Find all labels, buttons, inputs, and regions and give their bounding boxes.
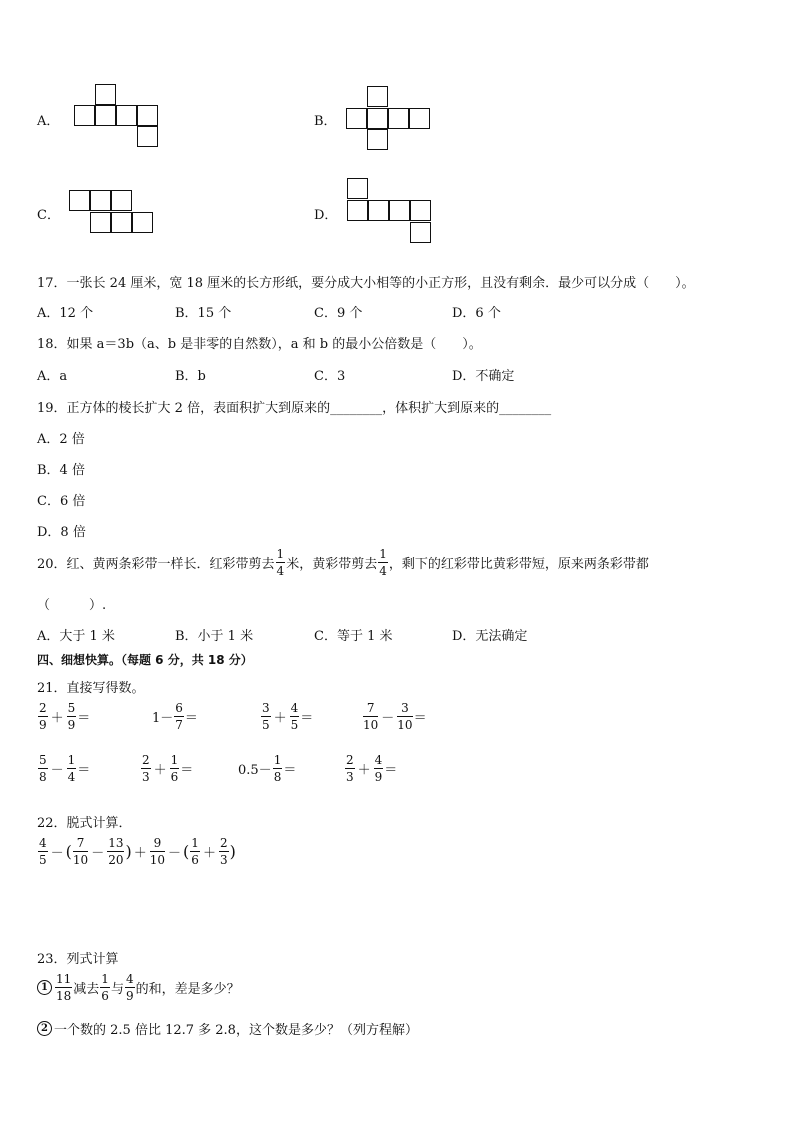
section-4-title: 四、细想快算。（每题 6 分，共 18 分） bbox=[37, 653, 253, 667]
option-d-label: D． bbox=[314, 208, 338, 223]
q20-fraction-1: $\frac{1}{4}$ bbox=[276, 547, 285, 578]
q20-option-b: B．小于 1 米 bbox=[175, 629, 254, 644]
q19-option-c: C．6 倍 bbox=[37, 494, 86, 509]
q18-option-b: B．b bbox=[175, 369, 206, 384]
item-1-marker: 1 bbox=[37, 980, 52, 995]
q22-expression: $\frac{4}{5}$ － ( $\frac{7}{10}$ － $\frac{13}{20}$ ) ＋ $\frac{9}{10}$ － ( $\frac{1}{6}$ ＋ $\frac{2}{3}$ ) bbox=[39, 836, 236, 867]
q21-stem: 21．直接写得数。 bbox=[37, 681, 145, 696]
q18-option-c: C．3 bbox=[314, 369, 346, 384]
q17-option-a: A．12 个 bbox=[37, 306, 94, 321]
option-a-label: A． bbox=[37, 114, 60, 129]
q17-option-b: B．15 个 bbox=[175, 306, 232, 321]
q18-option-d: D．不确定 bbox=[452, 369, 515, 384]
q19-option-a: A．2 倍 bbox=[37, 432, 85, 447]
option-b-label: B． bbox=[314, 114, 337, 129]
q21-expr-6: $\frac{2}{3}$ ＋ $\frac{1}{6}$ ＝ bbox=[142, 753, 194, 784]
q23-item-1: 1 $\frac{11}{18}$ 减去 $\frac{1}{6}$ 与 $\frac{4}{9}$ 的和，差是多少？ bbox=[37, 973, 240, 1002]
q17-option-d: D．6 个 bbox=[452, 306, 501, 321]
item-2-marker: 2 bbox=[37, 1021, 52, 1036]
q20-text-3: ，剩下的红彩带比黄彩带短，原来两条彩带都 bbox=[388, 557, 649, 572]
q23-item-2: 2 一个数的 2.5 倍比 12.7 多 2.8，这个数是多少？（列方程解） bbox=[37, 1019, 418, 1038]
q20-stem bbox=[37, 548, 649, 577]
q20-option-d: D．无法确定 bbox=[452, 629, 528, 644]
q21-expr-3: $\frac{3}{5}$ ＋ $\frac{4}{5}$ ＝ bbox=[262, 701, 314, 732]
q20-fraction-2: $\frac{1}{4}$ bbox=[379, 547, 387, 578]
q18-option-a: A．a bbox=[37, 369, 68, 384]
q20-text-1: 20．红、黄两条彩带一样长．红彩带剪去 bbox=[37, 557, 275, 572]
q23-stem: 23．列式计算 bbox=[37, 952, 119, 967]
q20-option-a: A．大于 1 米 bbox=[37, 629, 115, 644]
q19-option-d: D．8 倍 bbox=[37, 525, 86, 540]
q20-text-2: 米，黄彩带剪去 bbox=[286, 557, 378, 572]
q21-expr-5: $\frac{5}{8}$ － $\frac{1}{4}$ ＝ bbox=[39, 753, 91, 784]
q19-stem: 19．正方体的棱长扩大 2 倍，表面积扩大到原来的________，体积扩大到原来的________ bbox=[37, 401, 552, 416]
q20-option-c: C．等于 1 米 bbox=[314, 629, 393, 644]
q21-expr-1: $\frac{2}{9}$ ＋ $\frac{5}{9}$ ＝ bbox=[39, 701, 91, 732]
q22-stem: 22．脱式计算． bbox=[37, 816, 132, 831]
q17-option-c: C．9 个 bbox=[314, 306, 363, 321]
q21-expr-8: $\frac{2}{3}$ ＋ $\frac{4}{9}$ ＝ bbox=[346, 753, 398, 784]
q21-expr-2: 1－ $\frac{6}{7}$ ＝ bbox=[152, 701, 198, 732]
q20-blank: （ ）. bbox=[37, 598, 107, 613]
option-c-label: C． bbox=[37, 208, 60, 223]
q18-stem: 18．如果 a＝3b（a、b 是非零的自然数），a 和 b 的最小公倍数是（ ）。 bbox=[37, 337, 482, 352]
q21-expr-4: $\frac{7}{10}$ － $\frac{3}{10}$ ＝ bbox=[363, 701, 427, 732]
q19-option-b: B．4 倍 bbox=[37, 463, 85, 478]
q21-expr-7: 0.5－ $\frac{1}{8}$ ＝ bbox=[238, 753, 297, 784]
q17-stem: 17．一张长 24 厘米，宽 18 厘米的长方形纸，要分成大小相等的小正方形，且没有剩余．最少可以分成（ ）。 bbox=[37, 276, 695, 291]
